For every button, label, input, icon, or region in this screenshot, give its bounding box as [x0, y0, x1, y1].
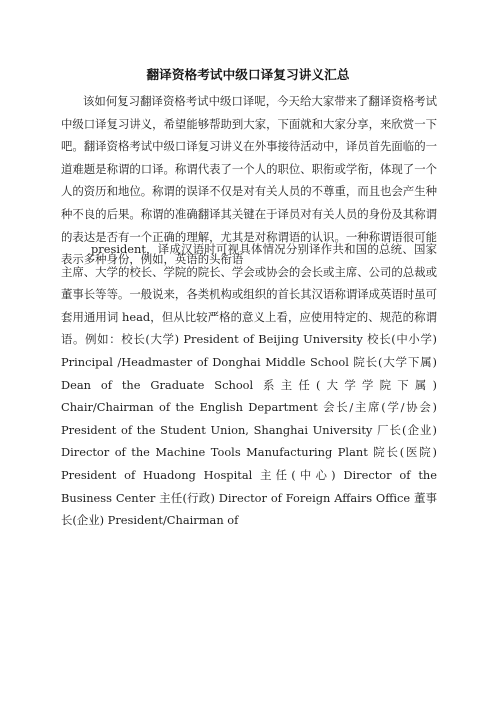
paragraph-intro: 该如何复习翻译资格考试中级口译呢，今天给大家带来了翻译资格考试中级口译复习讲义，希望能够帮助到大家，下面就和大家分享，来欣赏一下吧。翻译资格考试中级口译复习讲义在外事接待活动中，译员首先面临的一道难题是称谓的口译。称谓代表了一个人的职位、职衔或学衔，体现了一个人的资历和地位。称谓的误译不仅是对有关人员的不尊重，而且也会产生种种不良的后果。称谓的准确翻译其关键在于译员对有关人员的身份及其称谓的表达是否有一个正确的理解，尤其是对称谓语的认识。一种称谓语很可能表示多种身份，例如，英语的头衔语: [61, 94, 437, 267]
document-title: 翻译资格考试中级口译复习讲义汇总: [146, 67, 350, 82]
paragraph-titles: president，译成汉语时可视具体情况分别译作共和国的总统、国家主席、大学的校长、学院的院长、学会或协会的会长或主席、公司的总裁或董事长等等。一般说来，各类机构或组织的首长其汉语称谓译成英语时虽可套用通用词 head，但从比较严格的意义上看，应使用特定的、规范的称谓语。例如：校长(大学) President of Beijing University 校长(中小学) Principal /Headmaster of Donghai Middle School 院长(大学下属) Dean of the Graduate School 系主任(大学学院下属) Chair/Chairman of the English Department 会长/主席(学/协会) President of the Student Union, Shanghai University 厂长(企业) Director of the Machine Tools Manufacturing Plant 院长(医院) President of Huadong Hospital 主任(中心) Director of the Business Center 主任(行政) Director of Foreign Affairs Office 董事长(企业) President/Chairman of: [61, 242, 437, 528]
